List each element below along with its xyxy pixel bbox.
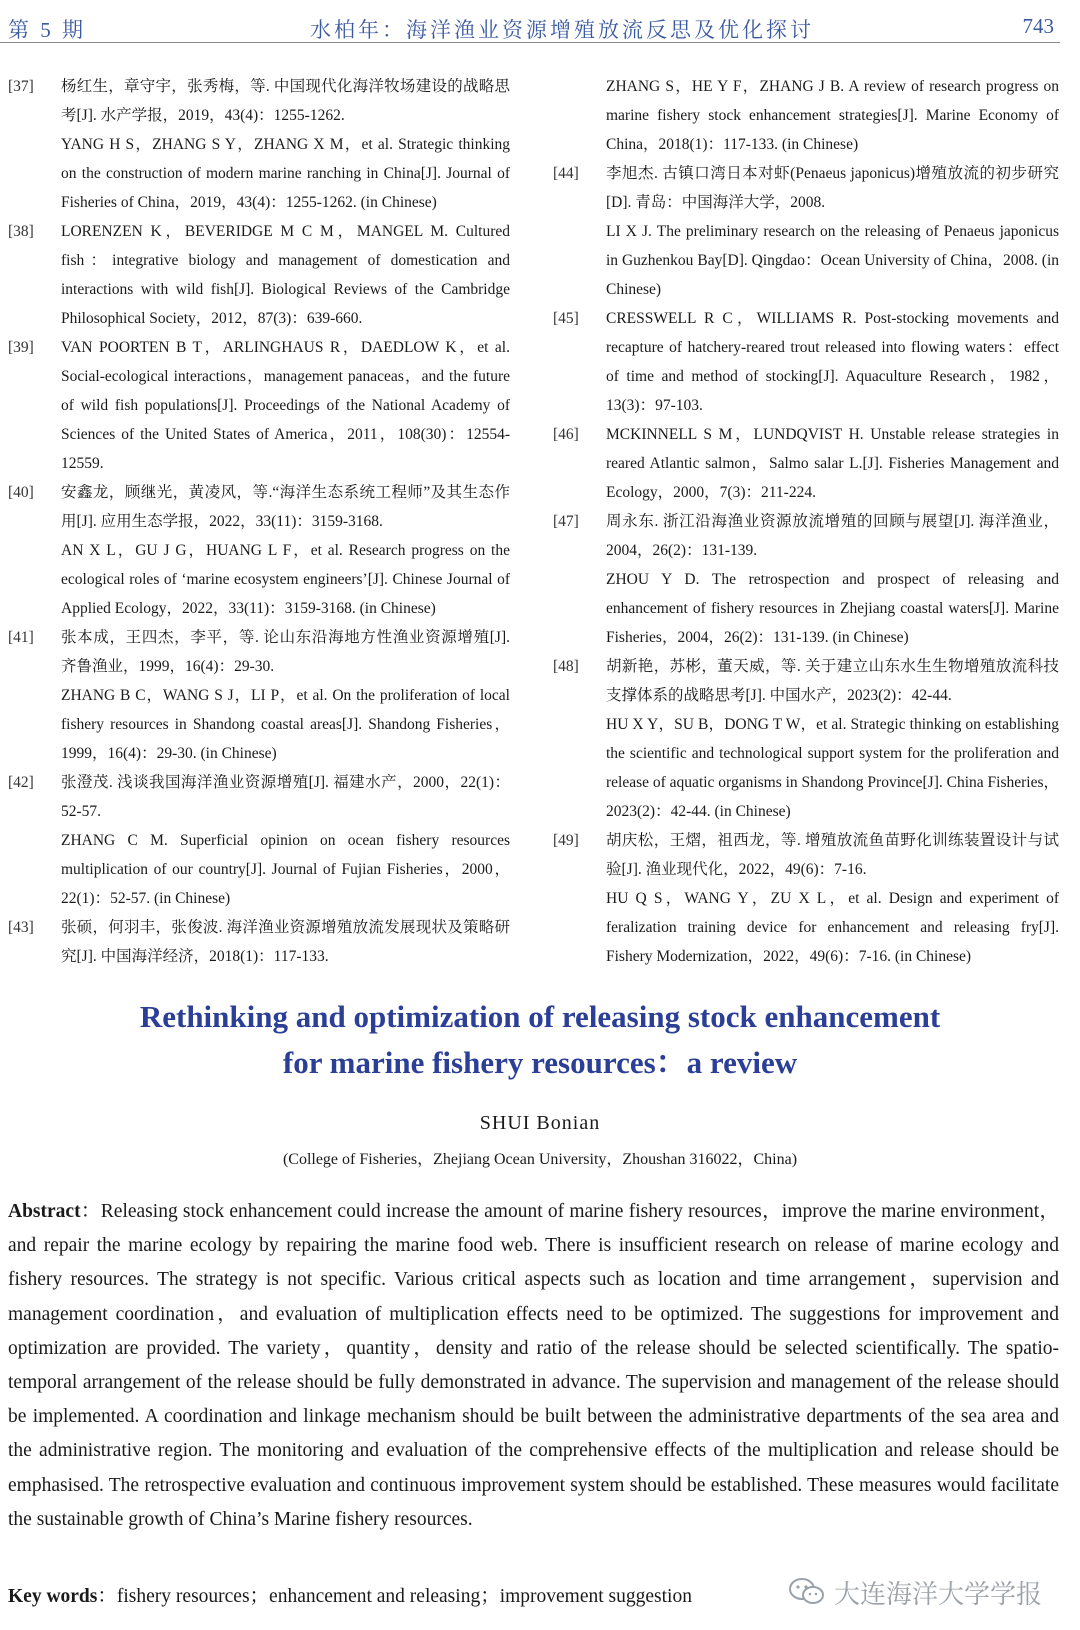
wechat-icon bbox=[788, 1576, 826, 1608]
reference-cn: 杨红生，章守宇，张秀梅，等. 中国现代化海洋牧场建设的战略思考[J]. 水产学报，2019，43(4)：1255-1262. bbox=[61, 78, 510, 124]
reference-cn: 李旭杰. 古镇口湾日本对虾(Penaeus japonicus)增殖放流的初步研究[D]. 青岛：中国海洋大学，2008. bbox=[606, 165, 1059, 211]
reference-item bbox=[553, 304, 1059, 420]
reference-item bbox=[553, 420, 1059, 507]
reference-en: HU X Y，SU B，DONG T W，et al. Strategic thinking on establishing the scientific and technological support system for the proliferation and release of aquatic organisms in Shandong Province[J]. China Fisheries，2023(2)：42-44. (in Chinese) bbox=[606, 716, 1059, 820]
reference-number: [38] bbox=[8, 223, 34, 240]
references-left-column bbox=[8, 72, 510, 971]
author-name: SHUI Bonian bbox=[479, 1112, 601, 1134]
reference-number: [47] bbox=[553, 513, 579, 530]
reference-item bbox=[8, 72, 510, 217]
reference-cn: 张澄茂. 浅谈我国海洋渔业资源增殖[J]. 福建水产，2000，22(1)：52-57. bbox=[61, 774, 510, 820]
reference-en: ZHANG B C，WANG S J，LI P，et al. On the proliferation of local fishery resources in Shandong coastal areas[J]. Shandong Fisheries，1999，16(4)：29-30. (in Chinese) bbox=[61, 687, 510, 762]
abstract-separator: ： bbox=[80, 1201, 101, 1222]
reference-item bbox=[553, 652, 1059, 826]
reference-item bbox=[8, 478, 510, 623]
reference-item bbox=[8, 217, 510, 333]
reference-en: ZHANG C M. Superficial opinion on ocean fishery resources multiplication of our country[J]. Journal of Fujian Fisheries，2000，22(1)：52-57. (in Chinese) bbox=[61, 832, 510, 907]
reference-number: [46] bbox=[553, 426, 579, 443]
reference-en: LI X J. The preliminary research on the releasing of Penaeus japonicus in Guzhenkou Bay[D]. Qingdao：Ocean University of China，2008. (in Chinese) bbox=[606, 223, 1059, 298]
keywords-text: fishery resources；enhancement and releasing；improvement suggestion bbox=[116, 1586, 692, 1607]
issue-number: 第 5 期 bbox=[8, 18, 86, 42]
page-number: 743 bbox=[1022, 14, 1054, 38]
reference-en: HU Q S，WANG Y，ZU X L，et al. Design and experiment of feralization training device for enhancement and releasing fry[J]. Fishery Modernization，2022，49(6)：7-16. (in Chinese) bbox=[606, 890, 1059, 965]
reference-item bbox=[8, 333, 510, 478]
abstract bbox=[8, 1195, 1059, 1537]
reference-en: AN X L，GU J G，HUANG L F，et al. Research progress on the ecological roles of ‘marine ecosystem engineers’[J]. Chinese Journal of Applied Ecology，2022，33(11)：3159-3168. (in Chinese) bbox=[61, 542, 510, 617]
reference-cn: 张硕，何羽丰，张俊波. 海洋渔业资源增殖放流发展现状及策略研究[J]. 中国海洋经济，2018(1)：117-133. bbox=[61, 919, 510, 965]
reference-number: [39] bbox=[8, 339, 34, 356]
reference-number: [44] bbox=[553, 165, 579, 182]
reference-number: [42] bbox=[8, 774, 34, 791]
reference-en: ZHANG S，HE Y F，ZHANG J B. A review of research progress on marine fishery stock enhancement strategies[J]. Marine Economy of China，2018(1)：117-133. (in Chinese) bbox=[606, 78, 1059, 153]
reference-cn: 安鑫龙，顾继光，黄凌风，等.“海洋生态系统工程师”及其生态作用[J]. 应用生态学报，2022，33(11)：3159-3168. bbox=[61, 484, 510, 530]
english-title-line-2: for marine fishery resources：a review bbox=[282, 1045, 798, 1080]
watermark-text: 大连海洋大学学报 bbox=[834, 1579, 1043, 1610]
reference-en: YANG H S，ZHANG S Y，ZHANG X M，et al. Strategic thinking on the construction of modern marine ranching in China[J]. Journal of Fisheries of China，2019，43(4)：1255-1262. (in Chinese) bbox=[61, 136, 510, 211]
reference-number: [45] bbox=[553, 310, 579, 327]
author-affiliation: (College of Fisheries，Zhejiang Ocean University，Zhoushan 316022，China) bbox=[282, 1151, 798, 1168]
reference-en: LORENZEN K，BEVERIDGE M C M，MANGEL M. Cultured fish：integrative biology and management of domestication and interactions with wild fish[J]. Biological Reviews of the Cambridge Philosophical Society，2012，87(3)：639-660. bbox=[61, 223, 510, 327]
reference-number: [43] bbox=[8, 919, 34, 936]
reference-number: [37] bbox=[8, 78, 34, 95]
reference-en: MCKINNELL S M，LUNDQVIST H. Unstable release strategies in reared Atlantic salmon，Salmo salar L.[J]. Fisheries Management and Ecology，2000，7(3)：211-224. bbox=[606, 426, 1059, 501]
reference-cn: 胡新艳，苏彬，董天威，等. 关于建立山东水生生物增殖放流科技支撑体系的战略思考[J]. 中国水产，2023(2)：42-44. bbox=[606, 658, 1059, 704]
reference-en: CRESSWELL R C，WILLIAMS R. Post-stocking movements and recapture of hatchery-reared trout released into flowing waters：effect of time and method of stocking[J]. Aquaculture Research，1982，13(3)：97-103. bbox=[606, 310, 1059, 414]
reference-number: [41] bbox=[8, 629, 34, 646]
english-title bbox=[40, 994, 1040, 1086]
reference-item bbox=[553, 826, 1059, 971]
keywords-separator: ： bbox=[97, 1586, 117, 1607]
reference-cn: 张本成，王四杰，李平，等. 论山东沿海地方性渔业资源增殖[J]. 齐鲁渔业，1999，16(4)：29-30. bbox=[61, 629, 510, 675]
reference-number: [40] bbox=[8, 484, 34, 501]
reference-item bbox=[553, 159, 1059, 304]
running-header bbox=[0, 12, 1060, 43]
running-title: 水柏年：海洋渔业资源增殖放流反思及优化探讨 bbox=[310, 18, 814, 42]
reference-en: ZHOU Y D. The retrospection and prospect of releasing and enhancement of fishery resources in Zhejiang coastal waters[J]. Marine Fisheries，2004，26(2)：131-139. (in Chinese) bbox=[606, 571, 1059, 646]
reference-number: [48] bbox=[553, 658, 579, 675]
reference-cn: 周永东. 浙江沿海渔业资源放流增殖的回顾与展望[J]. 海洋渔业，2004，26(2)：131-139. bbox=[606, 513, 1059, 559]
reference-item bbox=[8, 913, 510, 971]
reference-number: [49] bbox=[553, 832, 579, 849]
reference-item bbox=[8, 768, 510, 913]
watermark bbox=[788, 1572, 1042, 1612]
reference-item bbox=[553, 507, 1059, 652]
reference-en: VAN POORTEN B T，ARLINGHAUS R，DAEDLOW K，et al. Social-ecological interactions，management panaceas，and the future of wild fish populations[J]. Proceedings of the National Academy of Sciences of the United States of America，2011，108(30)：12554-12559. bbox=[61, 339, 510, 472]
reference-item-continued bbox=[553, 72, 1059, 159]
references-right-column bbox=[553, 72, 1059, 971]
reference-item bbox=[8, 623, 510, 768]
english-title-line-1: Rethinking and optimization of releasing stock enhancement bbox=[139, 999, 941, 1034]
reference-cn: 胡庆松，王熠，祖西龙，等. 增殖放流鱼苗野化训练装置设计与试验[J]. 渔业现代化，2022，49(6)：7-16. bbox=[606, 832, 1059, 878]
abstract-label: Abstract bbox=[8, 1201, 81, 1222]
abstract-text: Releasing stock enhancement could increase the amount of marine fishery resources，improve the marine environment，and repair the marine ecology by repairing the marine food web. There is insufficient research on release of marine ecology and fishery resources. The strategy is not specific. Various critical aspects such as location and time arrangement，supervision and management coordination，and evaluation of multiplication effects need to be optimized. The suggestions for improvement and optimization are provided. The variety，quantity，density and ratio of the release should be selected scientifically. The spatio-temporal arrangement of the release should be fully demonstrated in advance. The supervision and management of the release should be implemented. A coordination and linkage mechanism should be built between the administrative departments of the sea area and the administrative region. The monitoring and evaluation of the comprehensive effects of the multiplication and release should be emphasised. The retrospective evaluation and continuous improvement system should be established. These measures would facilitate the sustainable growth of China’s Marine fishery resources. bbox=[8, 1201, 1059, 1530]
keywords-label: Key words bbox=[8, 1586, 98, 1607]
keywords bbox=[8, 1580, 692, 1608]
